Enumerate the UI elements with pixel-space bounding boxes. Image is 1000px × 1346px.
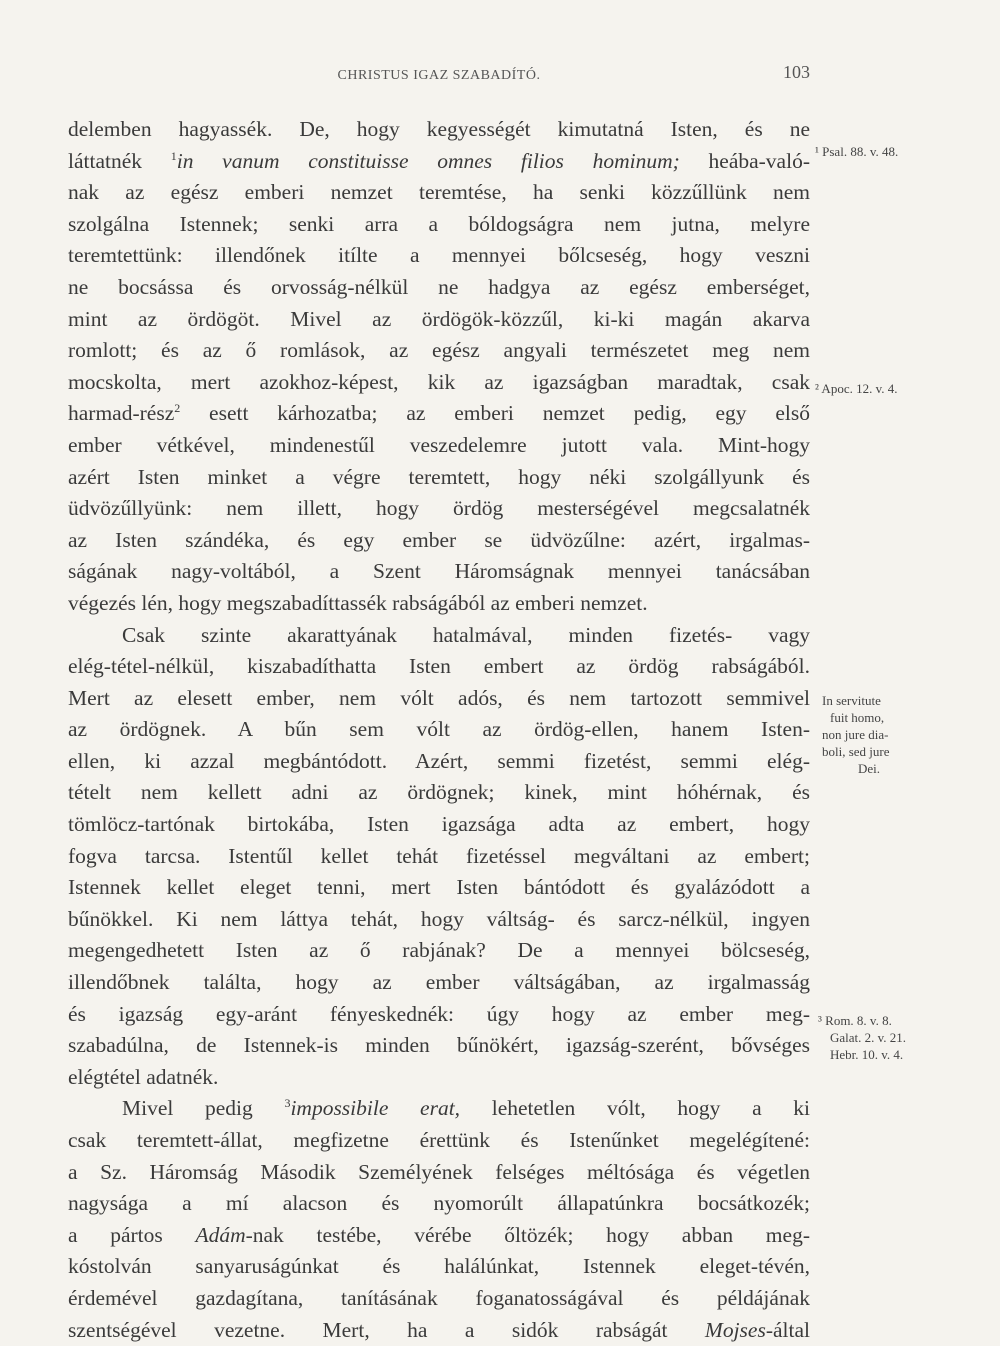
text-line [68, 462, 810, 494]
text-segment: az ördögnek. A bűn sem vólt az ördög-ellen, hanem Isten- [68, 717, 810, 742]
text-line [68, 493, 810, 525]
text-line [68, 777, 810, 809]
margin-note-line: fuit homo, [830, 710, 885, 725]
text-segment: nak az egész emberi nemzet teremtése, ha senki közzűllünk nem [68, 180, 810, 205]
text-line [68, 999, 810, 1031]
text-segment: üdvözűllyünk: nem illett, hogy ördög mesterségével megcsalatnék [68, 496, 810, 521]
text-line [68, 746, 810, 778]
text-segment: Csak szinte akarattyának hatalmával, minden fizetés- vagy [122, 622, 810, 647]
text-segment: megengedhetett Isten az ő rabjának? De a mennyei bölcseség, [68, 938, 810, 963]
text-segment: bűnökkel. Ki nem láttya tehát, hogy váltság- és sarcz-nélkül, ingyen [68, 906, 810, 931]
margin-note-line: Dei. [858, 761, 881, 776]
text-line [68, 841, 810, 873]
text-segment: mocskolta, mert azokhoz-képest, kik az igazságban maradtak, csak [68, 369, 810, 394]
text-segment: elég-tétel-nélkül, kiszabadíthatta Isten embert az ördög rabságából. [68, 654, 810, 679]
text-segment: szabadúlna, de Istennek-is minden bűnökért, igazság-szerént, bővséges [68, 1033, 810, 1058]
text-line [68, 904, 810, 936]
text-segment: esett kárhozatba; az emberi nemzet pedig, egy első [180, 401, 810, 426]
text-segment: Mert az elesett ember, nem vólt adós, és nem tartozott semmivel [68, 685, 810, 710]
margin-note-line: In servitute [822, 693, 881, 708]
text-line [68, 146, 810, 178]
text-segment: ságának nagy-voltából, a Szent Háromságnak mennyei tanácsában [68, 559, 810, 584]
text-line [68, 177, 810, 209]
text-segment: mint az ördögöt. Mivel az ördögök-közzűl, ki-ki magán akarva [68, 306, 810, 331]
text-line [68, 209, 810, 241]
footnote-marker: 2 [174, 401, 181, 416]
body-text [68, 114, 810, 1346]
text-segment: csak teremtett-állat, megfizetne érettünk és Istenűnket megelégítené: [68, 1128, 810, 1152]
text-segment: nagysága a mí alacson és nyomorúlt állapatúnkra bocsátkozék; [68, 1191, 810, 1216]
text-segment: -által [765, 1317, 810, 1342]
text-line [68, 683, 810, 715]
text-segment: romlott; és az ő romlások, az egész angyali természetet meg nem [68, 338, 810, 363]
text-line [68, 1220, 810, 1252]
page-header [68, 60, 810, 90]
text-segment: fogva tarcsa. Istentűl kellet tehát fizetéssel megváltani az embert; [68, 843, 810, 868]
text-line [68, 430, 810, 462]
text-line [68, 1030, 810, 1062]
text-line [68, 588, 810, 620]
text-line [68, 304, 810, 336]
text-line [68, 714, 810, 746]
margin-note-line: ³ Rom. 8. v. 8. [818, 1013, 892, 1028]
text-segment: lehetetlen vólt, hogy a ki [460, 1096, 810, 1121]
running-title: CHRISTUS IGAZ SZABADÍTÓ. [337, 68, 541, 83]
text-line [68, 967, 810, 999]
text-segment: tömlöcz-tartónak birtokába, Isten igazsága adta az embert, hogy [68, 812, 810, 837]
text-segment: láttatnék [68, 148, 171, 173]
text-line [68, 1157, 810, 1189]
text-line [68, 620, 810, 652]
text-line [68, 872, 810, 904]
text-segment: Mivel pedig [122, 1096, 285, 1121]
text-segment: végezés lén, hogy megszabadíttassék rabságából az emberi nemzet. [68, 590, 648, 615]
text-line [68, 651, 810, 683]
text-line [68, 1188, 810, 1220]
text-segment: szentségével vezetne. Mert, ha a sidók rabságát [68, 1317, 705, 1342]
text-segment: tételt nem kellett adni az ördögnek; kinek, mint hóhérnak, és [68, 780, 810, 805]
italic-text: in vanum constituisse omnes filios hominum; [176, 148, 680, 173]
text-segment: elégtétel adatnék. [68, 1064, 219, 1089]
text-line [68, 1283, 810, 1315]
page-number: 103 [783, 62, 810, 82]
text-line [68, 556, 810, 588]
text-line [68, 935, 810, 967]
text-segment: az Isten szándéka, és egy ember se üdvözűlne: azért, irgalmas- [68, 527, 810, 552]
text-line [68, 114, 810, 146]
text-line [68, 1125, 810, 1157]
text-segment: Istennek kellet eleget tenni, mert Isten bántódott és gyalázódott a [68, 875, 810, 900]
italic-text: Mojses [704, 1317, 766, 1342]
text-line [68, 398, 810, 430]
text-segment: delemben hagyassék. De, hogy kegyességét kimutatná Isten, és ne [68, 117, 810, 141]
margin-note-line: Hebr. 10. v. 4. [830, 1047, 904, 1062]
margin-note-line: boli, sed jure [822, 744, 890, 759]
text-segment: a Sz. Háromság Második Személyének felséges méltósága és végetlen [68, 1159, 810, 1184]
text-segment: harmad-rész [68, 401, 175, 426]
text-line [68, 240, 810, 272]
text-segment: heába-való- [679, 148, 810, 173]
text-line [68, 1062, 810, 1094]
margin-note-line: non jure dia- [822, 727, 889, 742]
text-segment: azért Isten minket a végre teremtett, hogy néki szolgállyunk és [68, 464, 810, 489]
text-line [68, 335, 810, 367]
italic-text: impossibile erat, [290, 1096, 461, 1121]
text-line [68, 1251, 810, 1283]
margin-note-line: Galat. 2. v. 21. [830, 1030, 907, 1045]
footnote-marker: 3 [284, 1096, 291, 1111]
text-line [68, 367, 810, 399]
text-segment: -nak testébe, vérébe őltözék; hogy abban meg- [245, 1222, 810, 1247]
text-segment: illendőbnek találta, hogy az ember váltságában, az irgalmasság [68, 970, 810, 995]
margin-note-apocalypse: ² Apoc. 12. v. 4. [815, 381, 898, 396]
margin-note-psalm: ¹ Psal. 88. v. 48. [815, 144, 899, 159]
text-line [68, 272, 810, 304]
text-line [68, 809, 810, 841]
footnote-marker: 1 [170, 148, 177, 163]
text-segment: és igazság egy-aránt fényeskednék: úgy hogy az ember meg- [68, 1001, 810, 1026]
text-segment: a pártos [68, 1222, 196, 1247]
italic-text: Adám [195, 1222, 246, 1247]
margin-note-references [818, 1012, 938, 1063]
text-segment: teremtettünk: illendőnek itílte a mennyei bőlcseség, hogy veszni [68, 243, 810, 268]
text-segment: kóstolván sanyaruságúnkat és halálúnkat, Istennek eleget-tévén, [68, 1254, 810, 1279]
text-segment: ellen, ki azzal megbántódott. Azért, semmi fizetést, semmi elég- [68, 748, 810, 773]
text-segment: szolgálna Istennek; senki arra a bóldogságra nem jutna, melyre [68, 211, 810, 236]
margin-note-servitute [822, 692, 942, 777]
text-line [68, 525, 810, 557]
text-segment: érdemével gazdagítana, tanításának foganatosságával és példájának [68, 1285, 810, 1310]
text-line [68, 1315, 810, 1346]
text-line [68, 1093, 810, 1125]
text-segment: ne bocsássa és orvosság-nélkül ne hadgya az egész emberséget, [68, 274, 810, 299]
text-segment: ember vétkével, mindenestűl veszedelemre jutott vala. Mint-hogy [68, 432, 810, 457]
